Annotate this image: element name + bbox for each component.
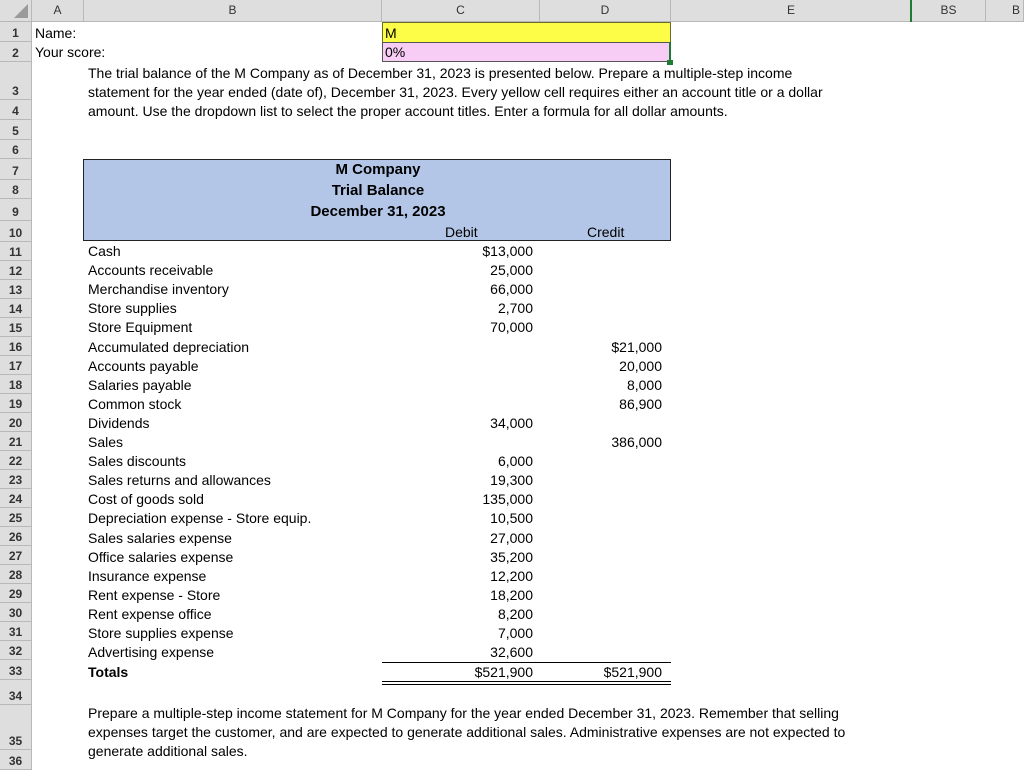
row-header-13[interactable]: 13 — [0, 280, 32, 299]
account-debit: 6,000 — [497, 453, 533, 470]
row-header-18[interactable]: 18 — [0, 375, 32, 394]
instructions-line-3: generate additional sales. — [88, 743, 248, 759]
row-header-20[interactable]: 20 — [0, 413, 32, 432]
row-header-36[interactable]: 36 — [0, 750, 32, 770]
row-header-14[interactable]: 14 — [0, 299, 32, 318]
intro-line-1: The trial balance of the M Company as of December 31, 2023 is presented below. Prepare a multiple-step income — [88, 65, 793, 81]
account-debit: 19,300 — [490, 472, 533, 489]
account-name: Rent expense - Store — [88, 586, 221, 603]
account-debit: 135,000 — [482, 491, 533, 508]
score-value: 0% — [385, 44, 406, 60]
select-all-icon — [14, 4, 28, 18]
credit-double-rule-1 — [540, 681, 671, 682]
instructions-line-2: expenses target the customer, and are expected to generate additional sales. Administrative expenses are not expected to — [88, 724, 846, 740]
account-name: Store supplies — [88, 300, 177, 317]
row-header-17[interactable]: 17 — [0, 356, 32, 375]
row-header-11[interactable]: 11 — [0, 242, 32, 261]
company-title: M Company — [335, 161, 421, 178]
account-name: Insurance expense — [88, 567, 207, 584]
account-name: Rent expense office — [88, 605, 212, 622]
column-header-b[interactable]: B — [84, 0, 382, 22]
account-debit: 2,700 — [497, 300, 533, 317]
row-header-32[interactable]: 32 — [0, 641, 32, 660]
row-header-10[interactable]: 10 — [0, 221, 32, 242]
row-header-29[interactable]: 29 — [0, 584, 32, 603]
account-credit: 20,000 — [619, 357, 662, 374]
select-all-corner[interactable] — [0, 0, 32, 22]
account-debit: 35,200 — [490, 548, 533, 565]
account-name: Accumulated depreciation — [88, 338, 250, 355]
account-debit: $13,000 — [482, 243, 533, 259]
row-header-34[interactable]: 34 — [0, 680, 32, 705]
account-name: Office salaries expense — [88, 548, 234, 565]
row-header-5[interactable]: 5 — [0, 120, 32, 140]
account-name: Cost of goods sold — [88, 491, 204, 508]
credit-total-rule — [540, 662, 671, 663]
name-value: M — [385, 25, 397, 41]
row-header-4[interactable]: 4 — [0, 100, 32, 120]
column-header-e[interactable]: E — [671, 0, 912, 22]
account-credit: 8,000 — [626, 376, 662, 393]
row-header-26[interactable]: 26 — [0, 527, 32, 546]
account-name: Store Equipment — [88, 319, 193, 336]
row-header-9[interactable]: 9 — [0, 199, 32, 221]
account-name: Advertising expense — [88, 644, 215, 661]
account-name: Merchandise inventory — [88, 281, 229, 298]
name-label: Name: — [35, 25, 77, 41]
column-header-next[interactable]: B — [986, 0, 1024, 22]
account-name: Accounts payable — [88, 357, 199, 374]
account-name: Depreciation expense - Store equip. — [88, 510, 312, 527]
account-debit: 25,000 — [490, 262, 533, 279]
row-header-15[interactable]: 15 — [0, 318, 32, 337]
account-name: Dividends — [88, 414, 150, 431]
name-input[interactable] — [382, 22, 671, 43]
account-name: Sales — [88, 434, 124, 450]
account-debit: 34,000 — [490, 414, 533, 431]
account-debit: 70,000 — [490, 319, 533, 336]
account-name: Store supplies expense — [88, 625, 234, 641]
score-cell[interactable] — [382, 42, 671, 62]
account-debit: 27,000 — [490, 529, 533, 546]
row-header-19[interactable]: 19 — [0, 394, 32, 413]
statement-date: December 31, 2023 — [310, 203, 446, 220]
intro-line-2: statement for the year ended (date of), December 31, 2023. Every yellow cell requires either an account title or a dollar — [88, 84, 823, 100]
row-header-21[interactable]: 21 — [0, 432, 32, 451]
row-header-16[interactable]: 16 — [0, 337, 32, 356]
column-header-c[interactable]: C — [382, 0, 540, 22]
intro-line-3: amount. Use the dropdown list to select the proper account titles. Enter a formula for all dollar amounts. — [88, 103, 728, 119]
row-header-7[interactable]: 7 — [0, 159, 32, 180]
account-debit: 18,200 — [490, 586, 533, 603]
row-header-35[interactable]: 35 — [0, 705, 32, 750]
account-credit: 86,900 — [619, 395, 662, 412]
account-name: Sales returns and allowances — [88, 472, 271, 489]
frozen-pane-marker — [910, 0, 912, 22]
row-header-28[interactable]: 28 — [0, 565, 32, 584]
row-header-12[interactable]: 12 — [0, 261, 32, 280]
debit-header: Debit — [445, 224, 478, 240]
row-header-30[interactable]: 30 — [0, 603, 32, 622]
score-label: Your score: — [35, 44, 106, 60]
instructions-line-1: Prepare a multiple-step income statement for M Company for the year ended December 31, 2023. Remember that selling — [88, 705, 839, 721]
debit-double-rule-2 — [382, 684, 540, 685]
row-header-31[interactable]: 31 — [0, 622, 32, 641]
account-debit: 12,200 — [490, 567, 533, 584]
statement-title: Trial Balance — [331, 182, 425, 199]
row-header-2[interactable]: 2 — [0, 42, 32, 62]
column-header-d[interactable]: D — [540, 0, 671, 22]
account-debit: 7,000 — [497, 625, 533, 641]
account-name: Common stock — [88, 395, 182, 412]
account-debit: 66,000 — [490, 281, 533, 298]
account-credit: 386,000 — [611, 434, 662, 450]
total-credit: $521,900 — [603, 664, 662, 680]
debit-total-rule — [382, 662, 540, 663]
row-header-1[interactable]: 1 — [0, 22, 32, 42]
row-header-23[interactable]: 23 — [0, 470, 32, 489]
credit-header: Credit — [587, 224, 625, 240]
row-header-25[interactable]: 25 — [0, 508, 32, 527]
row-header-6[interactable]: 6 — [0, 140, 32, 159]
account-debit: 10,500 — [490, 510, 533, 527]
credit-double-rule-2 — [540, 684, 671, 685]
column-header-bs[interactable]: BS — [912, 0, 986, 22]
column-header-a[interactable]: A — [32, 0, 84, 22]
total-debit: $521,900 — [474, 664, 533, 680]
account-debit: 8,200 — [497, 605, 533, 622]
row-header-22[interactable]: 22 — [0, 451, 32, 470]
debit-double-rule-1 — [382, 681, 540, 682]
account-name: Sales discounts — [88, 453, 187, 470]
row-header-3[interactable]: 3 — [0, 62, 32, 100]
row-header-24[interactable]: 24 — [0, 489, 32, 508]
totals-label: Totals — [88, 664, 129, 680]
row-header-33[interactable]: 33 — [0, 660, 32, 680]
account-name: Salaries payable — [88, 376, 192, 393]
row-header-8[interactable]: 8 — [0, 180, 32, 199]
account-debit: 32,600 — [490, 644, 533, 661]
row-header-27[interactable]: 27 — [0, 546, 32, 565]
account-name: Accounts receivable — [88, 262, 214, 279]
account-name: Sales salaries expense — [88, 529, 232, 546]
cell-selection-edge — [669, 42, 671, 62]
account-credit: $21,000 — [611, 338, 662, 355]
account-name: Cash — [88, 243, 121, 259]
